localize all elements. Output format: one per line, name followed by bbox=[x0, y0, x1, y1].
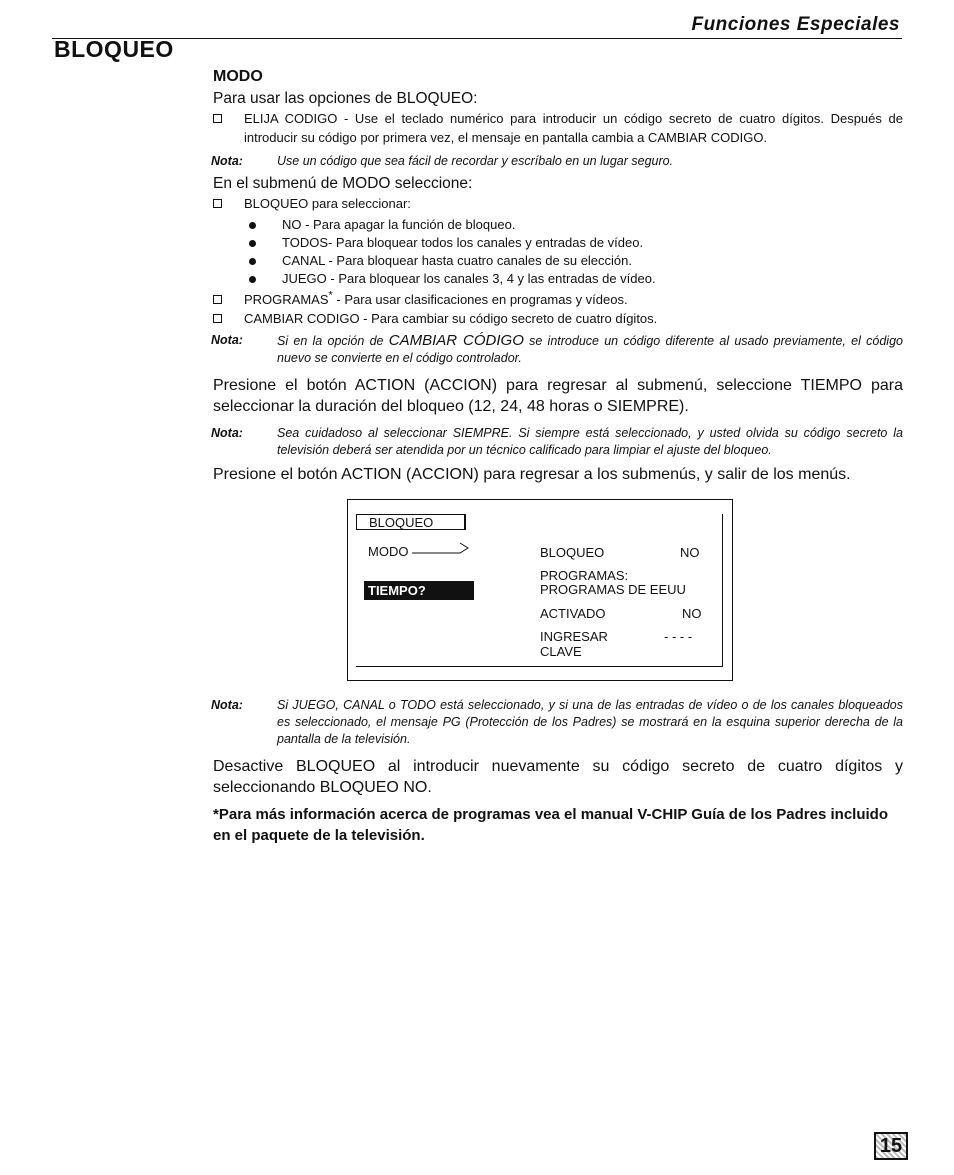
page-header-title: Funciones Especiales bbox=[691, 14, 900, 35]
modo-intro: Para usar las opciones de BLOQUEO: bbox=[213, 90, 478, 107]
note-text: Use un código que sea fácil de recordar y escríbalo en un lugar seguro. bbox=[277, 154, 674, 168]
bullet-text: NO - Para apagar la función de bloqueo. bbox=[282, 217, 516, 232]
content bbox=[213, 68, 903, 846]
bullet-item-canal bbox=[249, 252, 903, 270]
menu-row-label-2: CLAVE bbox=[540, 644, 582, 659]
note-label: Nota: bbox=[211, 154, 243, 168]
list-item-bloqueo bbox=[213, 194, 903, 213]
list-item-text: BLOQUEO para seleccionar: bbox=[244, 196, 411, 211]
list-item-elija-codigo bbox=[213, 109, 903, 147]
note-1 bbox=[211, 153, 903, 170]
menu-row-value: NO bbox=[680, 545, 700, 560]
header-rule bbox=[52, 38, 902, 39]
note-text: Si en la opción de CAMBIAR CÓDIGO se introduce un código diferente al usado previamente, el código nuevo se convierte en el código controlador. bbox=[277, 332, 903, 365]
note-2 bbox=[211, 332, 903, 367]
bullet-dot-icon bbox=[249, 276, 256, 283]
square-bullet-icon bbox=[213, 114, 222, 123]
bullet-item-todos bbox=[249, 234, 903, 252]
tv-menu-diagram bbox=[347, 499, 733, 681]
note-label: Nota: bbox=[211, 426, 243, 440]
note-label: Nota: bbox=[211, 333, 243, 347]
menu-row-label: INGRESAR bbox=[540, 629, 608, 644]
menu-row-label: PROGRAMAS: bbox=[540, 568, 629, 583]
note-3 bbox=[211, 425, 903, 459]
section-title: BLOQUEO bbox=[54, 36, 174, 62]
arrow-right-icon bbox=[412, 542, 472, 556]
list-item-programas bbox=[213, 290, 903, 309]
list-item-text: PROGRAMAS* - Para usar clasificaciones en programas y vídeos. bbox=[244, 289, 628, 307]
menu-tab-bloqueo: BLOQUEO bbox=[356, 514, 466, 530]
menu-row-label: BLOQUEO bbox=[540, 545, 605, 560]
bullet-text: CANAL - Para bloquear hasta cuatro canales de su elección. bbox=[282, 253, 632, 268]
bullet-text: JUEGO - Para bloquear los canales 3, 4 y las entradas de vídeo. bbox=[282, 271, 656, 286]
note-label: Nota: bbox=[211, 698, 243, 712]
menu-row-value: NO bbox=[682, 606, 702, 621]
subsection-title: MODO bbox=[213, 68, 263, 85]
menu-row-label-2: PROGRAMAS DE EEUU bbox=[540, 582, 686, 597]
bullet-item-juego bbox=[249, 270, 903, 288]
paragraph-salir: Presione el botón ACTION (ACCION) para regresar a los submenús, y salir de los menús. bbox=[213, 466, 851, 483]
note-text: Sea cuidadoso al seleccionar SIEMPRE. Si siempre está seleccionado, y usted olvida su código secreto la televisión deberá ser atendida por un técnico calificado para limpiar el ajuste del bloqueo. bbox=[277, 426, 903, 457]
menu-row-label: ACTIVADO bbox=[540, 606, 606, 621]
list-item-text: ELIJA CODIGO - Use el teclado numérico para introducir un código secreto de cuatro dígitos. Después de introducir su código por primera vez, el mensaje en pantalla cambia a CAMBIAR CODIGO. bbox=[244, 111, 903, 145]
note-4 bbox=[211, 697, 903, 748]
bullet-text: TODOS- Para bloquear todos los canales y entradas de vídeo. bbox=[282, 235, 644, 250]
submenu-intro: En el submenú de MODO seleccione: bbox=[213, 175, 473, 192]
square-bullet-icon bbox=[213, 314, 222, 323]
list-item-text: CAMBIAR CODIGO - Para cambiar su código secreto de cuatro dígitos. bbox=[244, 311, 658, 326]
bullet-dot-icon bbox=[249, 258, 256, 265]
note-text: Si JUEGO, CANAL o TODO está seleccionado, y si una de las entradas de vídeo o de los canales bloqueados es seleccionado, el mensaje PG (Protección de los Padres) se mostrará en la esquina superior derecha de la pantalla de la televisión. bbox=[277, 698, 903, 746]
paragraph-desactive: Desactive BLOQUEO al introducir nuevamente su código secreto de cuatro dígitos y seleccionando BLOQUEO NO. bbox=[213, 758, 903, 796]
menu-row-value: - - - - bbox=[664, 629, 693, 644]
menu-item-tiempo-highlighted: TIEMPO? bbox=[364, 581, 474, 600]
bullet-dot-icon bbox=[249, 240, 256, 247]
list-item-cambiar-codigo bbox=[213, 309, 903, 328]
square-bullet-icon bbox=[213, 295, 222, 304]
page-number: 15 bbox=[874, 1132, 908, 1160]
paragraph-tiempo: Presione el botón ACTION (ACCION) para regresar al submenú, seleccione TIEMPO para seleccionar la duración del bloqueo (12, 24, 48 horas o SIEMPRE). bbox=[213, 377, 903, 415]
bullet-dot-icon bbox=[249, 222, 256, 229]
footer-note: *Para más información acerca de programas vea el manual V-CHIP Guía de los Padres incluido en el paquete de la televisión. bbox=[213, 806, 888, 844]
square-bullet-icon bbox=[213, 199, 222, 208]
menu-item-modo: MODO bbox=[368, 544, 409, 559]
bullet-item-no bbox=[249, 216, 903, 234]
